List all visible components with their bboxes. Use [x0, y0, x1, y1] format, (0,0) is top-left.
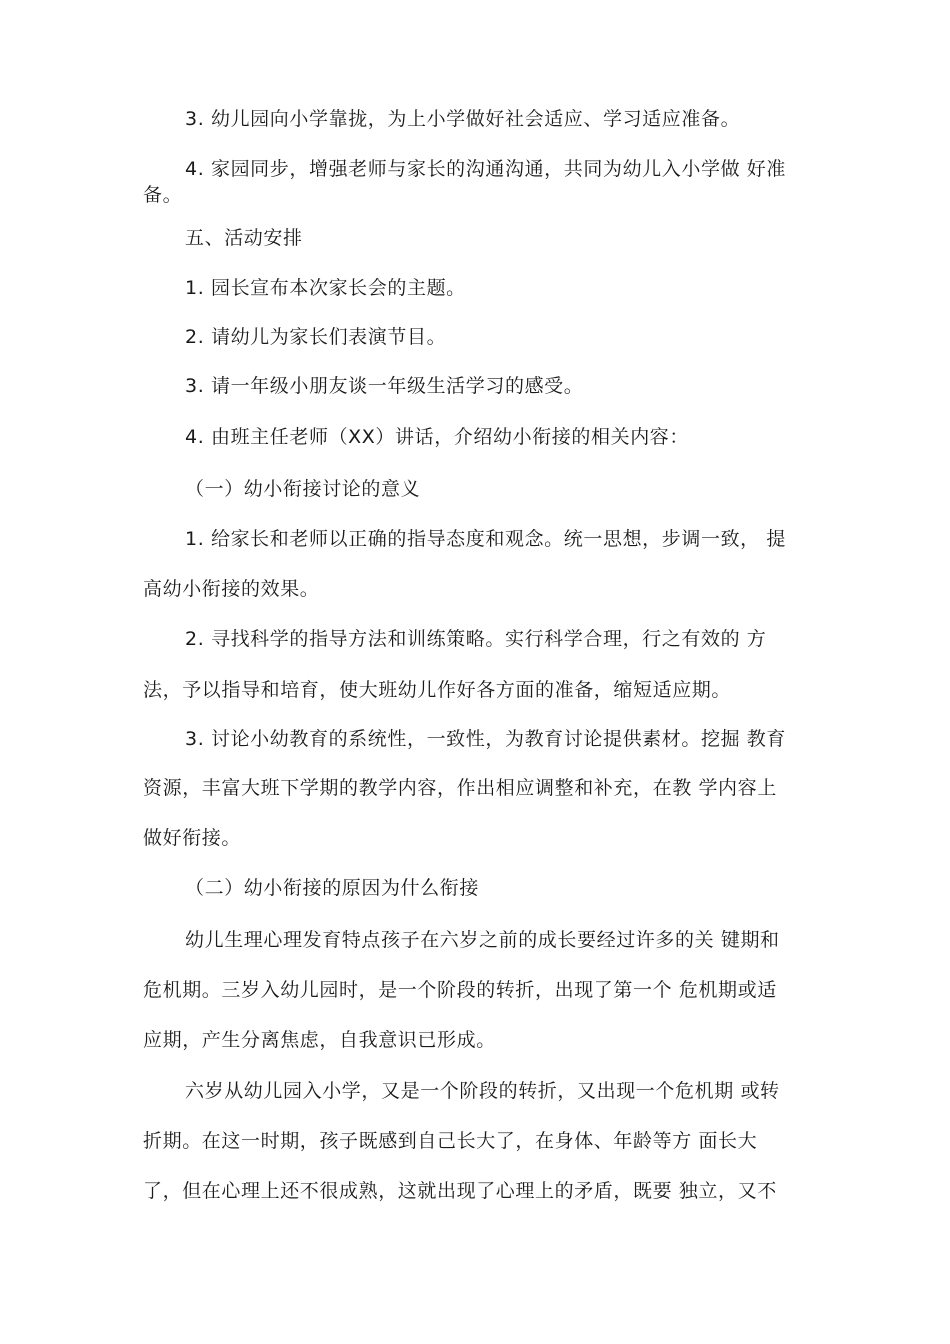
paragraph-line: 危机期。三岁入幼儿园时，是一个阶段的转折，出现了第一个 危机期或适	[143, 979, 777, 1001]
paragraph-line: 备。	[143, 184, 183, 206]
paragraph-line: 1. 园长宣布本次家长会的主题。	[185, 277, 466, 299]
subsection-heading: （二）幼小衔接的原因为什么衔接	[185, 877, 480, 899]
paragraph-line: 4. 由班主任老师（XX）讲话，介绍幼小衔接的相关内容：	[185, 426, 690, 448]
paragraph-line: 幼儿生理心理发育特点孩子在六岁之前的成长要经过许多的关 键期和	[185, 929, 780, 951]
paragraph-line: 高幼小衔接的效果。	[143, 578, 320, 600]
paragraph-line: 1. 给家长和老师以正确的指导态度和观念。统一思想，步调一致， 提	[185, 528, 787, 550]
paragraph-line: 六岁从幼儿园入小学，又是一个阶段的转折，又出现一个危机期 或转	[185, 1080, 780, 1102]
paragraph-line: 4. 家园同步，增强老师与家长的沟通沟通，共同为幼儿入小学做 好准	[185, 158, 787, 180]
paragraph-line: 做好衔接。	[143, 827, 242, 849]
paragraph-line: 3. 请一年级小朋友谈一年级生活学习的感受。	[185, 375, 584, 397]
paragraph-line: 3. 讨论小幼教育的系统性，一致性，为教育讨论提供素材。挖掘 教育	[185, 728, 787, 750]
paragraph-line: 2. 请幼儿为家长们表演节目。	[185, 326, 447, 348]
paragraph-line: 3. 幼儿园向小学靠拢，为上小学做好社会适应、学习适应准备。	[185, 108, 741, 130]
paragraph-line: 资源，丰富大班下学期的教学内容，作出相应调整和补充，在教 学内容上	[143, 777, 777, 799]
paragraph-line: 了，但在心理上还不很成熟，这就出现了心理上的矛盾，既要 独立，又不	[143, 1180, 777, 1202]
section-heading: 五、活动安排	[185, 227, 303, 249]
paragraph-line: 折期。在这一时期，孩子既感到自己长大了，在身体、年龄等方 面长大	[143, 1130, 758, 1152]
paragraph-line: 法，予以指导和培育，使大班幼儿作好各方面的准备，缩短适应期。	[143, 679, 732, 701]
paragraph-line: 应期，产生分离焦虑，自我意识已形成。	[143, 1029, 496, 1051]
subsection-heading: （一）幼小衔接讨论的意义	[185, 478, 421, 500]
paragraph-line: 2. 寻找科学的指导方法和训练策略。实行科学合理，行之有效的 方	[185, 628, 767, 650]
